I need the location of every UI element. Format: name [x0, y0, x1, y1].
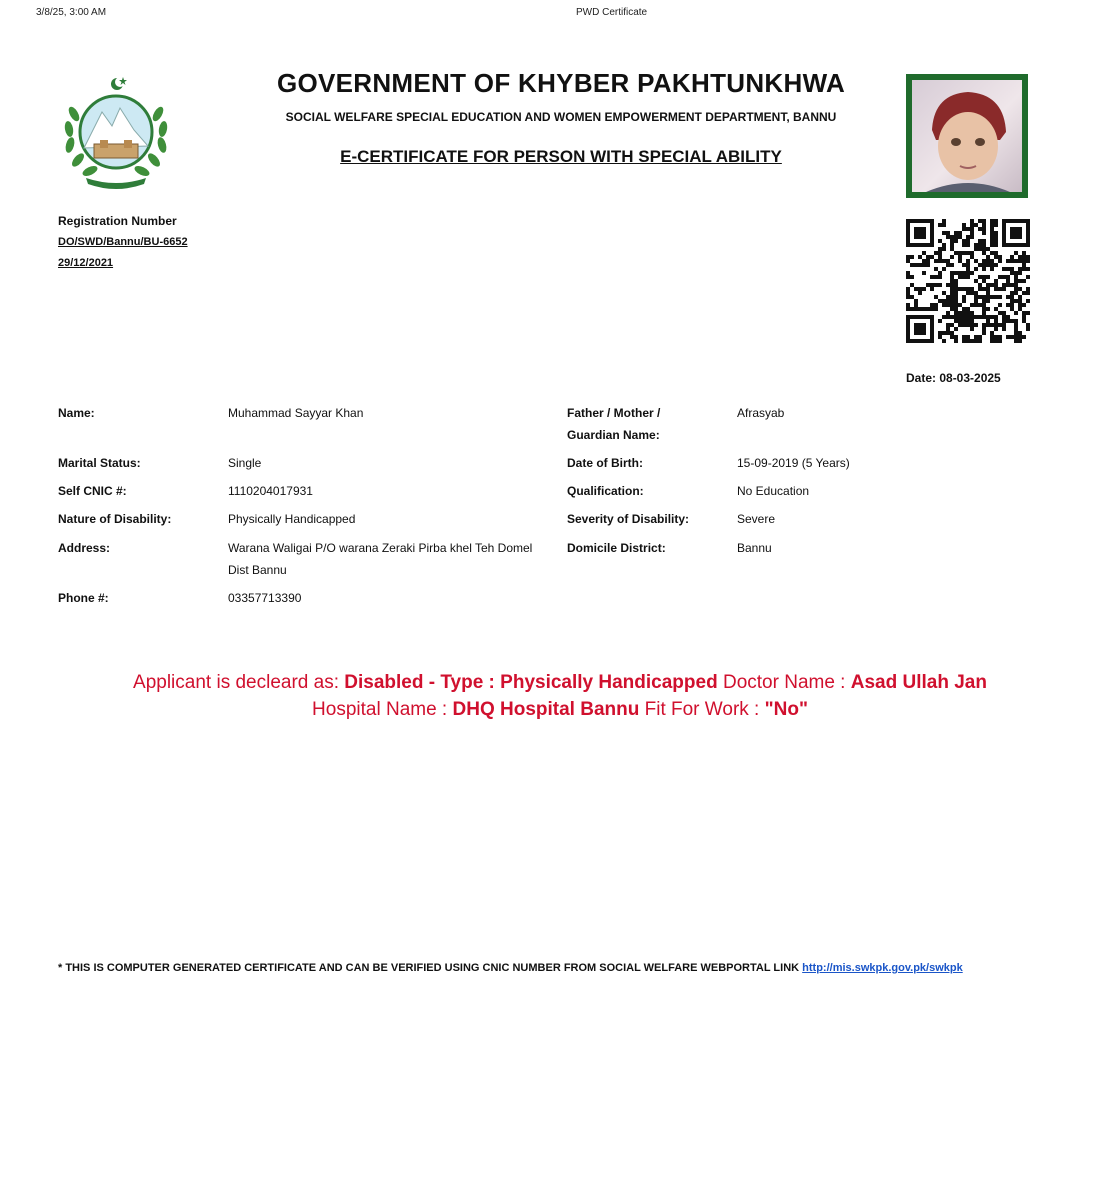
webportal-link[interactable]: http://mis.swkpk.gov.pk/swkpk	[802, 962, 963, 974]
hospital-label: Hospital Name :	[312, 699, 453, 720]
declaration-prefix: Applicant is decleard as:	[133, 672, 345, 693]
government-title: GOVERNMENT OF KHYBER PAKHTUNKHWA	[276, 68, 846, 98]
registration-number: DO/SWD/Bannu/BU-6652	[58, 236, 188, 248]
name-value: Muhammad Sayyar Khan	[228, 406, 364, 420]
hospital-name: DHQ Hospital Bannu	[452, 699, 640, 720]
dob-value: 15-09-2019 (5 Years)	[737, 456, 850, 470]
marital-status-value: Single	[228, 456, 262, 470]
disability-value: Physically Handicapped	[228, 512, 356, 526]
print-datetime: 3/8/25, 3:00 AM	[36, 7, 107, 18]
guardian-label-line1: Father / Mother /	[567, 406, 661, 420]
applicant-photo	[906, 74, 1028, 198]
child-portrait-icon	[912, 80, 1022, 192]
department-name: SOCIAL WELFARE SPECIAL EDUCATION AND WOMEN EMPOWERMENT DEPARTMENT, BANNU	[285, 110, 837, 124]
print-page-title: PWD Certificate	[576, 7, 648, 18]
doctor-label: Doctor Name :	[717, 672, 851, 693]
dob-label: Date of Birth:	[567, 456, 643, 470]
address-value-line2: Dist Bannu	[228, 563, 287, 577]
registration-label: Registration Number	[58, 214, 177, 228]
guardian-label-line2: Guardian Name:	[567, 428, 660, 442]
registration-date: 29/12/2021	[58, 257, 114, 269]
issue-date: Date: 08-03-2025	[906, 371, 1001, 385]
certificate-title: E-CERTIFICATE FOR PERSON WITH SPECIAL ABILITY	[340, 147, 782, 166]
qr-code	[906, 218, 1030, 344]
address-label: Address:	[58, 541, 111, 555]
qualification-value: No Education	[737, 484, 810, 498]
domicile-value: Bannu	[737, 541, 772, 555]
disability-label: Nature of Disability:	[58, 512, 172, 526]
severity-value: Severe	[737, 512, 776, 526]
fit-for-work-value: "No"	[764, 699, 808, 720]
address-value-line1: Warana Waligai P/O warana Zeraki Pirba khel Teh Domel	[228, 541, 533, 555]
verification-text: * THIS IS COMPUTER GENERATED CERTIFICATE AND CAN BE VERIFIED USING CNIC NUMBER FROM SOCIAL WELFARE WEBPORTAL LINK	[58, 962, 803, 974]
domicile-label: Domicile District:	[567, 541, 666, 555]
verification-note	[58, 962, 963, 974]
severity-label: Severity of Disability:	[567, 512, 690, 526]
phone-label: Phone #:	[58, 591, 109, 605]
declaration-line1	[80, 672, 1040, 694]
qualification-label: Qualification:	[567, 484, 644, 498]
marital-status-label: Marital Status:	[58, 456, 141, 470]
phone-value: 03357713390	[228, 591, 302, 605]
declaration-status: Disabled - Type : Physically Handicapped	[344, 672, 718, 693]
photo-placeholder	[912, 80, 1022, 192]
fit-for-work-label: Fit For Work :	[639, 699, 765, 720]
doctor-name: Asad Ullah Jan	[850, 672, 987, 693]
cnic-value: 1110204017931	[228, 484, 313, 498]
name-label: Name:	[58, 406, 95, 420]
cnic-label: Self CNIC #:	[58, 484, 127, 498]
declaration-line2	[80, 699, 1040, 721]
guardian-value: Afrasyab	[737, 406, 785, 420]
kpk-emblem-logo	[60, 74, 172, 190]
